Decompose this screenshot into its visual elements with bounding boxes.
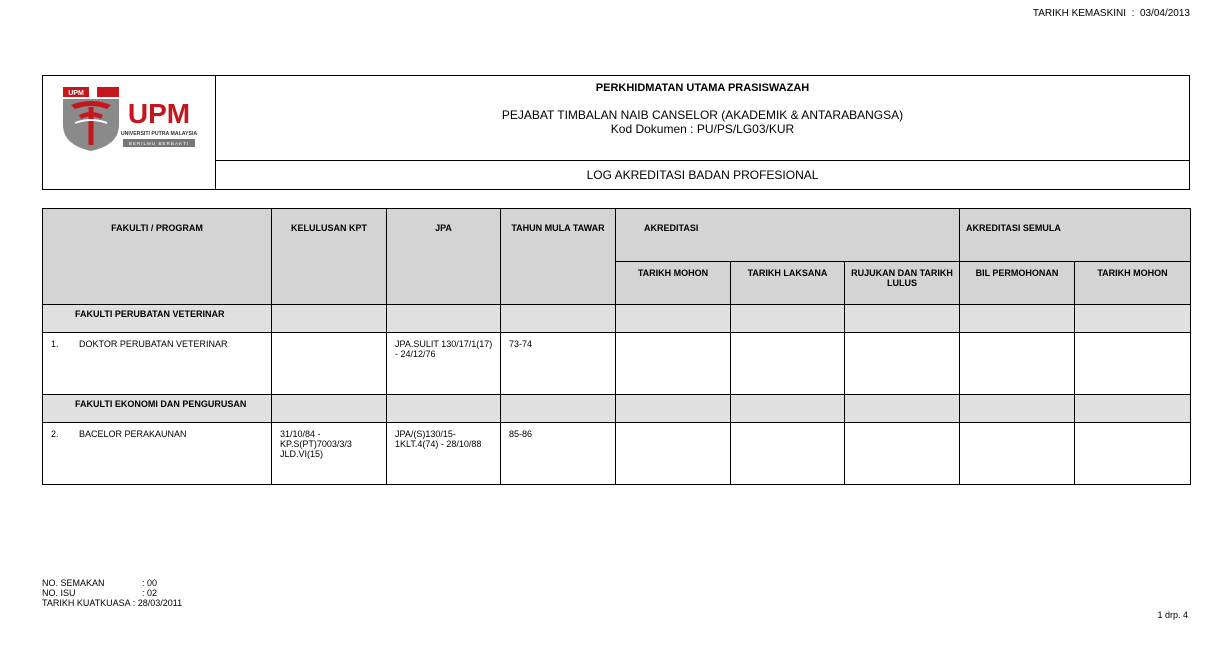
logo-cell	[43, 76, 216, 189]
col-header-program: FAKULTI / PROGRAM	[43, 209, 272, 305]
last-updated-value: 03/04/2013	[1139, 8, 1190, 19]
office-title: PEJABAT TIMBALAN NAIB CANSELOR (AKADEMIK & ANTARABANGSA)	[501, 108, 904, 122]
col-header-accreditation: AKREDITASI	[616, 209, 960, 262]
issue-value: : 02	[142, 588, 158, 598]
logo-shield-text: UPM	[68, 90, 84, 97]
effective-label: TARIKH KUATKUASA	[42, 598, 131, 608]
log-title: LOG AKREDITASI BADAN PROFESIONAL	[586, 168, 819, 182]
col-header-application-no: BIL PERMOHONAN	[960, 262, 1075, 305]
col-header-exec-date: TARIKH LAKSANA	[731, 262, 845, 305]
program-row	[43, 333, 1191, 395]
last-updated-label: TARIKH KEMASKINI	[1032, 8, 1127, 19]
col-header-ref-date: RUJUKAN DAN TARIKH LULUS	[845, 262, 960, 305]
logo-university-name: UNIVERSITI PUTRA MALAYSIA	[120, 131, 198, 137]
program-name: DOKTOR PERUBATAN VETERINAR	[79, 339, 228, 349]
col-header-re-apply-date: TARIKH MOHON	[1075, 262, 1191, 305]
document-code: Kod Dokumen : PU/PS/LG03/KUR	[610, 122, 795, 136]
program-number: 1.	[51, 339, 59, 349]
program-jpa: JPA.SULIT 130/17/1(17) - 24/12/76	[387, 333, 501, 395]
logo-wordmark: UPM	[127, 98, 191, 129]
program-year: 85-86	[501, 423, 616, 485]
col-header-year: TAHUN MULA TAWAR	[501, 209, 616, 305]
logo-motto: BERILMU BERBAKTI	[128, 141, 190, 146]
program-number: 2.	[51, 429, 59, 439]
faculty-name: FAKULTI EKONOMI DAN PENGURUSAN	[75, 399, 247, 409]
document-header	[42, 75, 1190, 190]
effective-value: : 28/03/2011	[132, 598, 183, 608]
faculty-row	[43, 395, 1191, 423]
program-jpa: JPA/(S)130/15-1KLT.4(74) - 28/10/88	[387, 423, 501, 485]
revision-label: NO. SEMAKAN	[42, 578, 105, 588]
col-header-reaccreditation: AKREDITASI SEMULA	[960, 209, 1191, 262]
col-header-apply-date: TARIKH MOHON	[616, 262, 731, 305]
org-title: PERKHIDMATAN UTAMA PRASISWAZAH	[595, 82, 810, 94]
program-kpt	[272, 333, 387, 395]
col-header-jpa: JPA	[387, 209, 501, 305]
faculty-name: FAKULTI PERUBATAN VETERINAR	[75, 309, 225, 319]
page-number: 1 drp. 4	[1157, 610, 1188, 620]
title-cell	[216, 76, 1189, 161]
col-header-kpt: KELULUSAN KPT	[272, 209, 387, 305]
program-kpt: 31/10/84 - KP.S(PT)7003/3/3 JLD.VI(15)	[272, 423, 387, 485]
program-name: BACELOR PERAKAUNAN	[79, 429, 187, 439]
accreditation-table	[42, 208, 1191, 485]
document-meta	[42, 578, 182, 608]
upm-logo	[61, 85, 201, 153]
program-year: 73-74	[501, 333, 616, 395]
last-updated: TARIKH KEMASKINI : 03/04/2013	[1032, 8, 1190, 19]
revision-value: : 00	[142, 578, 158, 588]
faculty-row	[43, 305, 1191, 333]
program-row	[43, 423, 1191, 485]
issue-label: NO. ISU	[42, 588, 76, 598]
